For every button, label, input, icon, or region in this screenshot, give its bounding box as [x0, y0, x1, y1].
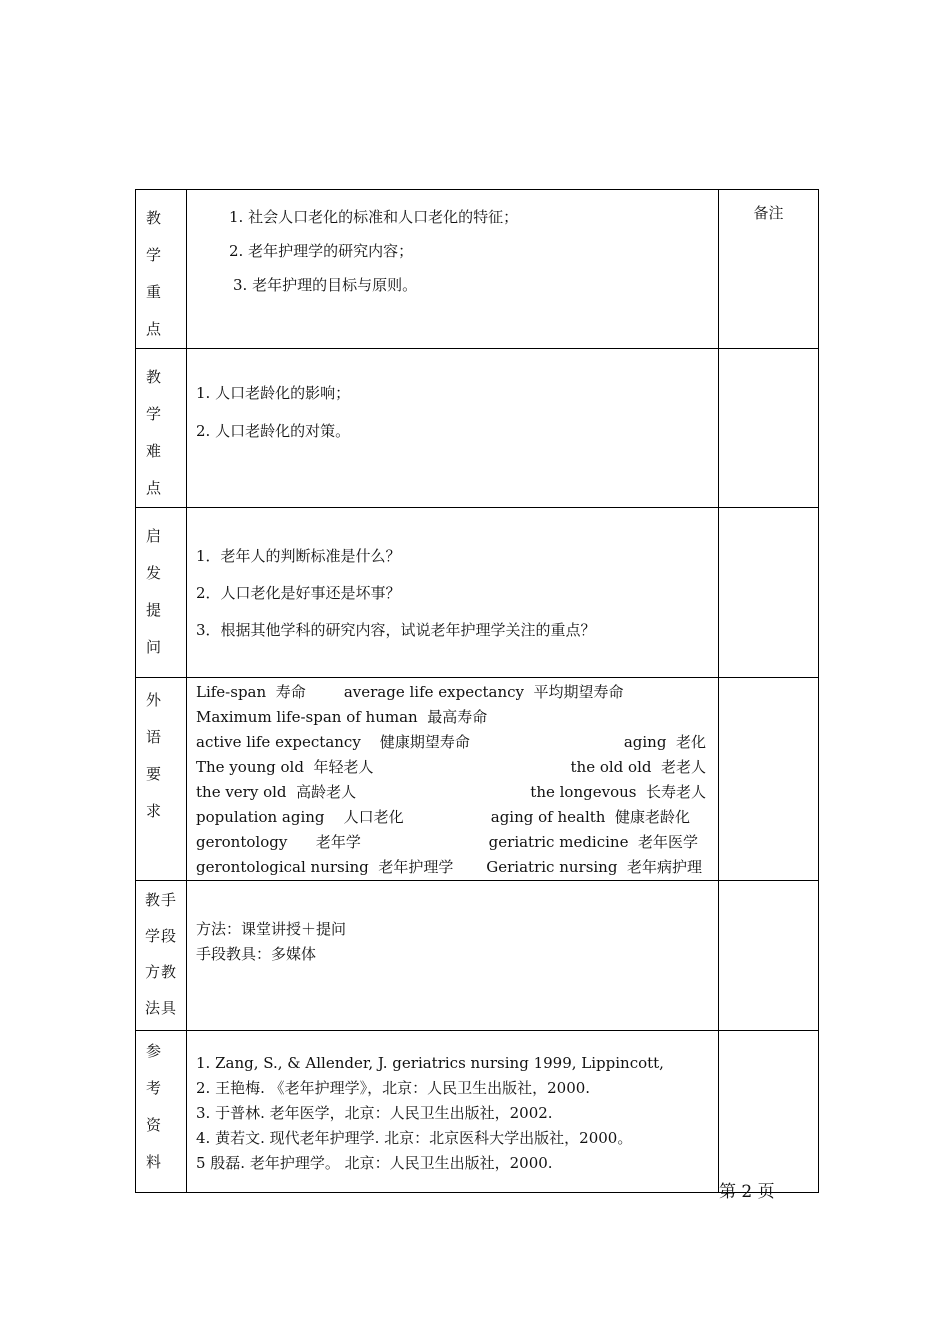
vocab-left: The young old 年轻老人	[196, 758, 374, 776]
vocab-left: Life-span 寿命 average life expectancy 平均期望寿命	[196, 683, 624, 701]
label-char: 教手	[145, 891, 178, 909]
label-char: 要	[146, 765, 162, 783]
section-label	[136, 678, 187, 881]
label-char: 教	[146, 209, 162, 227]
vocab-row	[196, 755, 718, 780]
section-label	[136, 190, 187, 349]
label-char: 点	[146, 479, 162, 497]
vocab-row	[196, 780, 718, 805]
vocab-row	[196, 855, 718, 880]
section-vocabulary	[136, 678, 819, 881]
section-content	[187, 881, 719, 1031]
label-char: 难	[146, 442, 162, 460]
section-key-points	[136, 190, 819, 349]
section-content	[187, 190, 719, 349]
label-char: 启	[146, 527, 162, 545]
section-questions	[136, 508, 819, 678]
note-cell	[719, 190, 819, 349]
section-content	[187, 349, 719, 508]
list-item: 1. 社会人口老化的标准和人口老化的特征；	[229, 208, 519, 226]
reference-item: 1. Zang, S., & Allender, J. geriatrics nursing 1999, Lippincott,	[196, 1054, 664, 1072]
section-label	[136, 881, 187, 1031]
vocab-right: aging 老化	[623, 733, 706, 751]
reference-item: 5 殷磊. 老年护理学。 北京：人民卫生出版社，2000.	[196, 1154, 553, 1172]
vocab-right: the longevous 长寿老人	[530, 783, 706, 801]
vocab-left: population aging 人口老化	[196, 808, 404, 826]
label-char: 料	[146, 1153, 162, 1171]
vocab-row	[196, 830, 718, 855]
label-char: 语	[146, 728, 162, 746]
label-char: 提	[146, 601, 162, 619]
section-methods	[136, 881, 819, 1031]
vocab-right: geriatric medicine 老年医学	[488, 833, 698, 851]
vocab-left: active life expectancy 健康期望寿命	[196, 733, 470, 751]
list-item: 方法：课堂讲授＋提问	[196, 920, 347, 938]
list-item: 2. 人口老龄化的对策。	[196, 422, 351, 440]
section-difficult-points	[136, 349, 819, 508]
label-char: 外	[146, 691, 162, 709]
label-char: 方教	[145, 963, 178, 981]
note-cell	[719, 508, 819, 678]
vocab-left: Maximum life-span of human 最高寿命	[196, 708, 488, 726]
list-item: 2．人口老化是好事还是坏事？	[196, 584, 401, 602]
section-content	[187, 508, 719, 678]
note-cell	[719, 881, 819, 1031]
list-item: 3．根据其他学科的研究内容，试说老年护理学关注的重点？	[196, 621, 596, 639]
label-char: 教	[146, 368, 162, 386]
note-cell	[719, 678, 819, 881]
list-item: 1．老年人的判断标准是什么？	[196, 547, 401, 565]
vocab-left: gerontological nursing 老年护理学	[196, 858, 454, 876]
vocab-left: gerontology 老年学	[196, 833, 361, 851]
section-content	[187, 678, 719, 881]
lesson-plan-table	[135, 189, 819, 1193]
note-label: 备注	[753, 204, 784, 222]
label-char: 参	[146, 1042, 162, 1060]
note-cell	[719, 1031, 819, 1193]
label-char: 考	[146, 1079, 162, 1097]
label-char: 重	[146, 283, 162, 301]
page-number: 第 2 页	[719, 1182, 775, 1202]
section-label	[136, 349, 187, 508]
label-char: 资	[146, 1116, 162, 1134]
section-content	[187, 1031, 719, 1193]
list-item: 手段教具：多媒体	[196, 945, 317, 963]
section-references	[136, 1031, 819, 1193]
vocab-right: aging of health 健康老龄化	[490, 808, 690, 826]
vocab-row	[196, 705, 718, 730]
reference-item: 4. 黄若文. 现代老年护理学. 北京：北京医科大学出版社，2000。	[196, 1129, 633, 1147]
reference-item: 2. 王艳梅. 《老年护理学》，北京：人民卫生出版社，2000.	[196, 1079, 591, 1097]
vocab-right: the old old 老老人	[570, 758, 706, 776]
reference-item: 3. 于普林. 老年医学，北京：人民卫生出版社，2002.	[196, 1104, 553, 1122]
list-item: 3. 老年护理的目标与原则。	[233, 276, 418, 294]
vocab-right: Geriatric nursing 老年病护理	[486, 858, 702, 876]
vocab-row	[196, 805, 718, 830]
label-char: 学	[146, 405, 162, 423]
list-item: 1. 人口老龄化的影响；	[196, 384, 351, 402]
label-char: 学段	[145, 927, 178, 945]
note-cell	[719, 349, 819, 508]
vocab-row	[196, 680, 718, 705]
section-label	[136, 1031, 187, 1193]
label-char: 法具	[145, 999, 178, 1017]
label-char: 发	[146, 564, 162, 582]
label-char: 学	[146, 246, 162, 264]
vocab-row	[196, 730, 718, 755]
label-char: 问	[146, 638, 162, 656]
label-char: 求	[146, 802, 162, 820]
list-item: 2. 老年护理学的研究内容；	[229, 242, 414, 260]
section-label	[136, 508, 187, 678]
label-char: 点	[146, 320, 162, 338]
vocab-left: the very old 高龄老人	[196, 783, 357, 801]
